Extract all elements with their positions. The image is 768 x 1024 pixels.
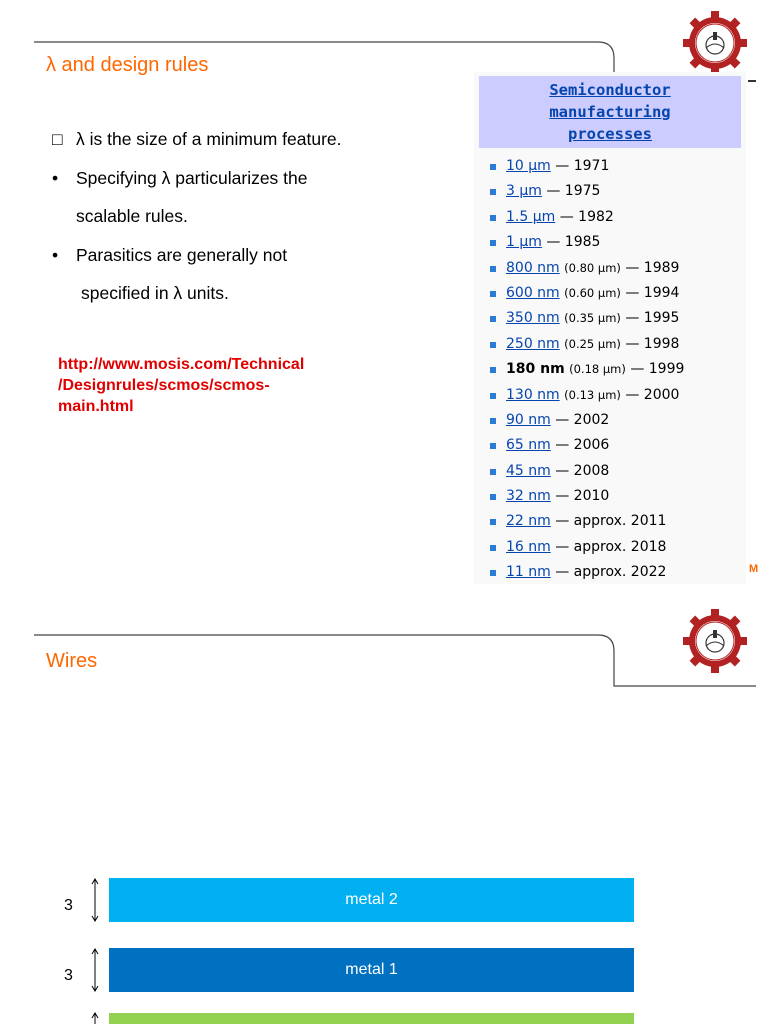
bullet-item: [52, 159, 432, 198]
process-item: [486, 306, 684, 331]
process-list: [486, 154, 684, 586]
slide-title: λ and design rules: [46, 54, 209, 76]
process-year: — 1971: [555, 158, 610, 174]
bullet-square-icon: [490, 316, 496, 322]
link-line[interactable]: http://www.mosis.com/Technical: [58, 356, 305, 373]
bullet-square-icon: [490, 469, 496, 475]
process-year: — 2010: [555, 488, 610, 505]
bullet-text: specified in λ units.: [81, 283, 229, 303]
process-node-link[interactable]: 130 nm: [506, 386, 560, 403]
process-node-link[interactable]: 32 nm: [506, 488, 551, 505]
metal1-layer: [109, 948, 634, 992]
process-micron: (0.80 µm): [564, 260, 621, 275]
process-node-link[interactable]: 800 nm: [506, 259, 560, 276]
process-item: [486, 230, 684, 255]
process-node-link[interactable]: 3 µm: [506, 183, 542, 200]
title-frame-line: [0, 600, 768, 700]
process-year: — 1975: [546, 183, 601, 200]
process-node-link[interactable]: 1.5 µm: [506, 208, 556, 225]
bullet-square-icon: [490, 342, 496, 348]
slide-title: Wires: [46, 650, 98, 672]
bullet-item: [52, 236, 432, 275]
process-year: — 1994: [625, 284, 680, 301]
bullet-marker: •: [52, 244, 59, 265]
link-line[interactable]: main.html: [58, 398, 134, 415]
process-item: [486, 535, 684, 560]
bullet-square-icon: [490, 266, 496, 272]
bullet-text: Specifying λ particularizes the: [76, 167, 308, 188]
process-item: [486, 357, 684, 382]
process-year: — approx. 2022: [555, 564, 667, 581]
process-node-link[interactable]: 600 nm: [506, 284, 560, 301]
process-item: [486, 560, 684, 585]
process-node-link[interactable]: 11 nm: [506, 564, 551, 581]
lower-layer: [109, 1013, 634, 1024]
process-item: [486, 383, 684, 408]
bullet-square-icon: [490, 240, 496, 246]
bullet-square-icon: [490, 215, 496, 221]
process-node-link[interactable]: 22 nm: [506, 513, 551, 530]
process-year: — 1999: [630, 361, 685, 378]
process-item: [486, 256, 684, 281]
bullet-marker: •: [52, 167, 59, 188]
bullet-text: Parasitics are generally not: [76, 244, 288, 265]
process-micron: (0.60 µm): [564, 285, 621, 300]
double-arrow-icon: [90, 878, 100, 922]
process-year: — 2000: [625, 386, 680, 403]
process-item: [486, 179, 684, 204]
bullet-text: scalable rules.: [76, 206, 188, 226]
process-micron: (0.35 µm): [564, 311, 621, 326]
process-year: — 2006: [555, 437, 610, 454]
process-item: [486, 281, 684, 306]
metal1-thickness-label: 3: [64, 967, 73, 984]
metal2-thickness-label: 3: [64, 897, 73, 914]
process-node-link[interactable]: 45 nm: [506, 462, 551, 479]
bullet-square-icon: [490, 443, 496, 449]
corner-mark: M: [749, 563, 759, 575]
infobox-header[interactable]: [479, 76, 741, 148]
double-arrow-icon: [90, 1012, 100, 1024]
header-line[interactable]: processes: [567, 125, 652, 143]
university-seal-icon: [682, 10, 748, 76]
bullet-continuation: [52, 274, 432, 313]
bullet-square-icon: [490, 189, 496, 195]
process-node-link[interactable]: 1 µm: [506, 234, 542, 251]
process-year: — 1995: [625, 310, 680, 327]
process-node-link[interactable]: 90 nm: [506, 411, 551, 428]
process-year: — 1998: [625, 335, 680, 352]
process-item: [486, 509, 684, 534]
process-year: — approx. 2018: [555, 538, 667, 555]
process-micron: (0.13 µm): [564, 387, 621, 402]
bullet-square-icon: [490, 393, 496, 399]
process-node-link[interactable]: 350 nm: [506, 310, 560, 327]
bullet-text: λ is the size of a minimum feature.: [76, 129, 342, 149]
process-micron: (0.25 µm): [564, 336, 621, 351]
bullet-square-icon: [490, 570, 496, 576]
process-node-link[interactable]: 65 nm: [506, 437, 551, 454]
process-year: — 2008: [555, 462, 610, 479]
layer-label: metal 2: [345, 891, 398, 908]
mosis-design-rules-link[interactable]: [58, 354, 358, 417]
bullet-square-icon: [490, 367, 496, 373]
bullet-marker: □: [52, 129, 63, 149]
link-line[interactable]: /Designrules/scmos/scmos-: [58, 377, 270, 394]
metal2-layer: [109, 878, 634, 922]
process-node-link: 180 nm: [506, 361, 565, 378]
process-year: — approx. 2011: [555, 513, 667, 530]
header-line[interactable]: Semiconductor: [549, 81, 671, 99]
bullet-square-icon: [490, 164, 496, 170]
process-node-link[interactable]: 16 nm: [506, 538, 551, 555]
process-item: [486, 433, 684, 458]
process-item: [486, 332, 684, 357]
process-item: [486, 154, 684, 179]
process-item: [486, 484, 684, 509]
infobox-header-link[interactable]: [549, 79, 670, 145]
bullet-item: [52, 120, 432, 159]
bullet-square-icon: [490, 545, 496, 551]
process-node-link[interactable]: 250 nm: [506, 335, 560, 352]
slide-wires: [0, 600, 768, 1024]
process-node-link[interactable]: 10 µm: [506, 158, 551, 174]
process-year: — 1982: [559, 208, 614, 225]
process-year: — 1989: [625, 259, 680, 276]
bullet-square-icon: [490, 291, 496, 297]
process-year: — 1985: [546, 234, 601, 251]
university-seal-icon: [682, 608, 748, 674]
bullet-list: [52, 120, 432, 313]
bullet-square-icon: [490, 418, 496, 424]
double-arrow-icon: [90, 948, 100, 992]
process-item: [486, 205, 684, 230]
process-item: [486, 459, 684, 484]
process-year: — 2002: [555, 411, 610, 428]
manufacturing-processes-infobox: [474, 72, 746, 584]
header-line[interactable]: manufacturing: [549, 103, 671, 121]
overlap-dash: [748, 80, 756, 82]
bullet-square-icon: [490, 519, 496, 525]
bullet-continuation: [52, 197, 432, 236]
bullet-square-icon: [490, 494, 496, 500]
layer-label: metal 1: [345, 961, 398, 978]
process-item: [486, 408, 684, 433]
process-micron: (0.18 µm): [569, 362, 626, 377]
